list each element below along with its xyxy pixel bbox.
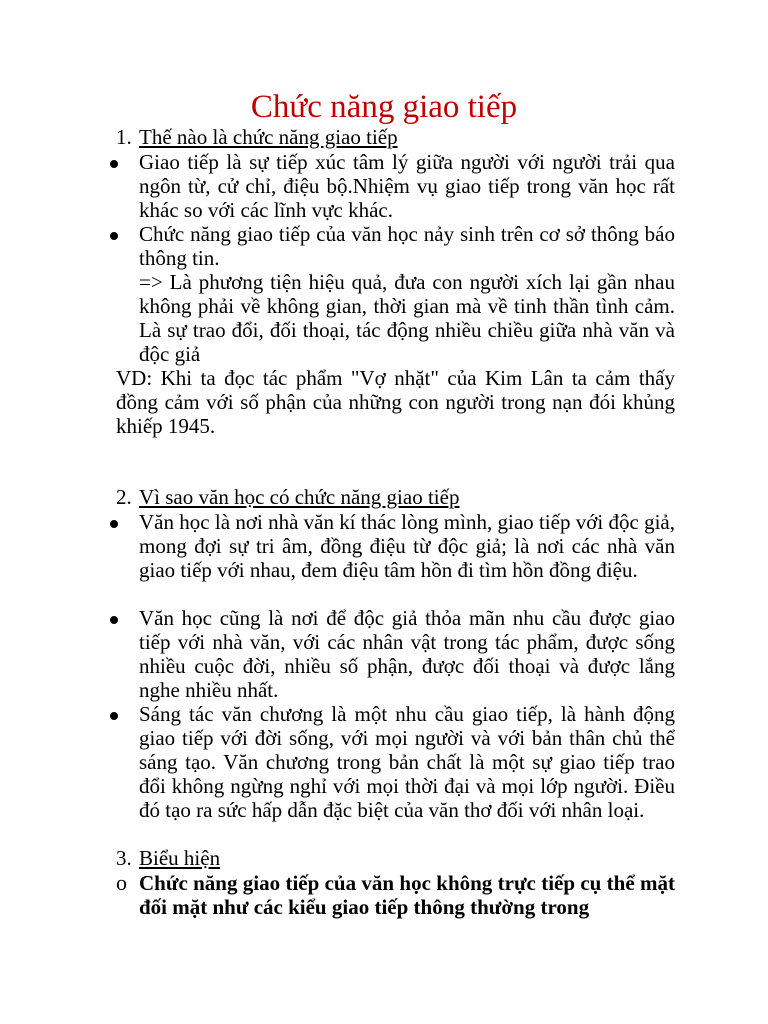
section-3-number: 3.	[116, 846, 132, 870]
section-1-bullet-2: Chức năng giao tiếp của văn học nảy sinh trên cơ sở thông báo thông tin.	[139, 222, 675, 270]
section-2-number: 2.	[116, 485, 132, 509]
section-1-example: VD: Khi ta đọc tác phẩm "Vợ nhặt" của Kim Lân ta cảm thấy đồng cảm với số phận của những con người trong nạn đói khủng khiếp 1945.	[116, 366, 675, 438]
section-2-bullet-3: Sáng tác văn chương là một nhu cầu giao tiếp, là hành động giao tiếp với đời sống, với mọi người và với bản thân chủ thể sáng tạo. Văn chương trong bản chất là một sự giao tiếp trao đổi không ngừng nghỉ với mọi thời đại và mọi lớp người. Điều đó tạo ra sức hấp dẫn đặc biệt của văn thơ đối với nhân loại.	[139, 702, 675, 822]
circle-bullet-icon: o	[116, 870, 127, 895]
section-1-bullet-1: Giao tiếp là sự tiếp xúc tâm lý giữa người với người trải qua ngôn từ, cử chỉ, điệu bộ.Nhiệm vụ giao tiếp trong văn học rất khác so với các lĩnh vực khác.	[139, 150, 675, 222]
section-2-bullet-1: Văn học là nơi nhà văn kí thác lòng mình, giao tiếp với độc giả, mong đợi sự tri âm, đồng điệu từ độc giả; là nơi các nhà văn giao tiếp với nhau, đem điệu tâm hồn đi tìm hồn đồng điệu.	[139, 510, 675, 582]
section-1-heading: Thế nào là chức năng giao tiếp	[139, 125, 398, 149]
page-title: Chức năng giao tiếp	[250, 89, 518, 125]
section-3-heading: Biểu hiện	[139, 846, 221, 870]
section-1-conclusion: => Là phương tiện hiệu quả, đưa con người xích lại gần nhau không phải về không gian, thời gian mà về tinh thần tình cảm. Là sự trao đổi, đối thoại, tác động nhiều chiều giữa nhà văn và độc giả	[139, 270, 675, 366]
bullet-dot-icon	[110, 712, 118, 720]
section-1-number: 1.	[116, 125, 132, 149]
bullet-dot-icon	[110, 232, 118, 240]
section-2-bullet-2: Văn học cũng là nơi để độc giả thỏa mãn nhu cầu được giao tiếp với nhà văn, với các nhân vật trong tác phẩm, được sống nhiều cuộc đời, nhiều số phận, được đối thoại và được lắng nghe nhiều nhất.	[139, 606, 675, 702]
section-2-heading: Vì sao văn học có chức năng giao tiếp	[139, 485, 460, 509]
bullet-dot-icon	[110, 520, 118, 528]
bullet-dot-icon	[110, 616, 118, 624]
bullet-dot-icon	[110, 160, 118, 168]
section-3-bullet-1: Chức năng giao tiếp của văn học không trực tiếp cụ thể mặt đối mặt như các kiểu giao tiếp thông thường trong	[139, 871, 675, 919]
